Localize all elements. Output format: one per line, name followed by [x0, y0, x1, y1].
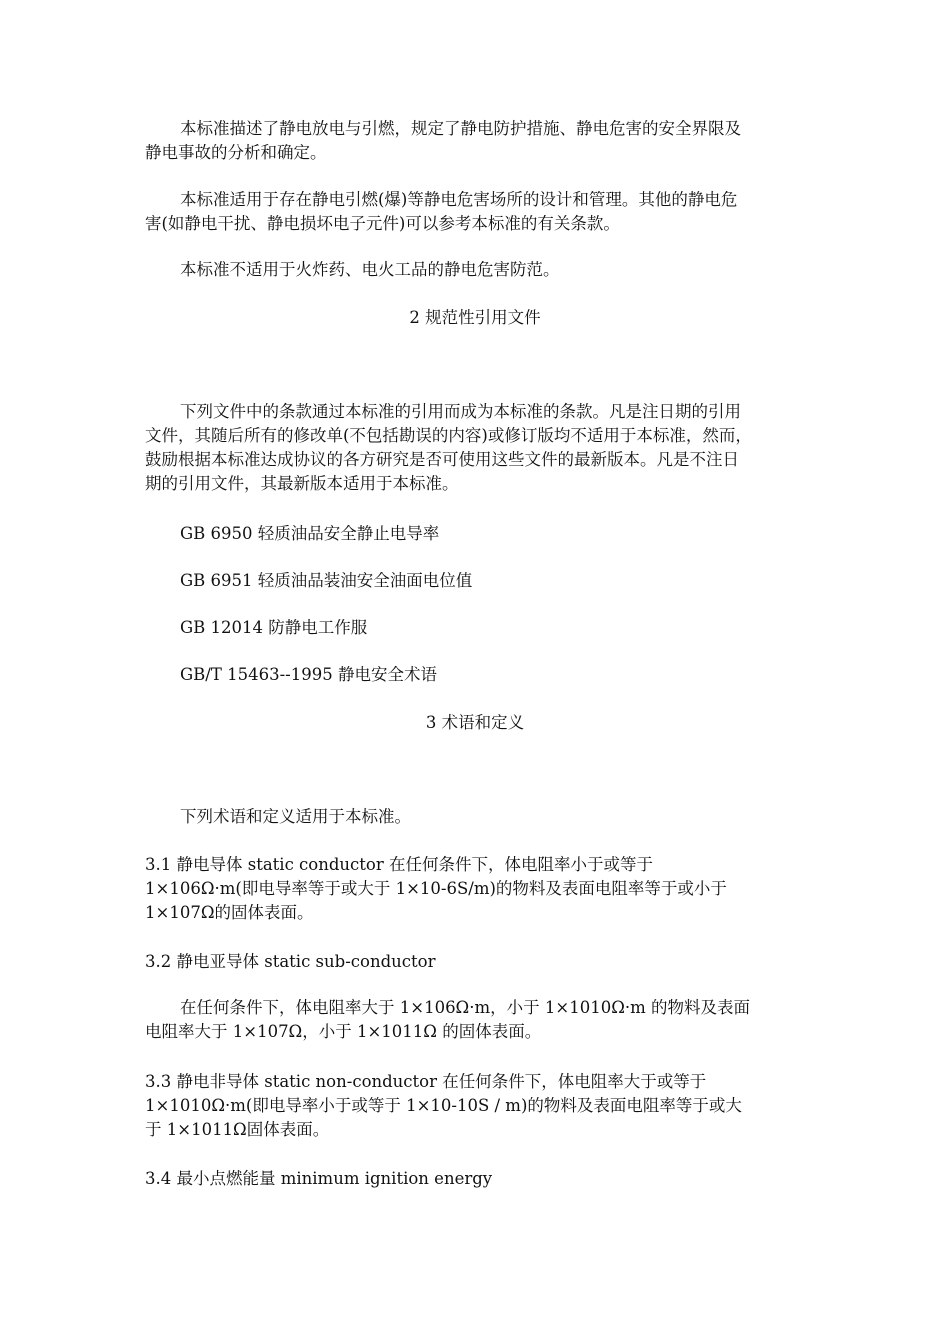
- normative-paragraph-line-4: 期的引用文件，其最新版本适用于本标准。: [145, 474, 459, 493]
- section-heading-3: 3 术语和定义: [425, 713, 525, 732]
- definition-3-3-line-2: 1×1010Ω·m(即电导率小于或等于 1×10-10S / m)的物料及表面电阻率等于或大: [145, 1096, 742, 1115]
- terms-intro: 下列术语和定义适用于本标准。: [180, 807, 411, 826]
- scope-paragraph-1-line-2: 静电事故的分析和确定。: [145, 143, 327, 162]
- section-heading-2: 2 规范性引用文件: [409, 308, 541, 327]
- definition-3-3-line-1: 3.3 静电非导体 static non-conductor 在任何条件下，体电阻率大于或等于: [145, 1072, 707, 1091]
- scope-paragraph-2-line-1: 本标准适用于存在静电引燃(爆)等静电危害场所的设计和管理。其他的静电危: [180, 190, 738, 209]
- definition-3-1-line-1: 3.1 静电导体 static conductor 在任何条件下，体电阻率小于或等于: [145, 855, 653, 874]
- definition-3-1-line-3: 1×107Ω的固体表面。: [145, 903, 314, 922]
- normative-paragraph-line-3: 鼓励根据本标准达成协议的各方研究是否可使用这些文件的最新版本。凡是不注日: [145, 450, 739, 469]
- definition-3-3-line-3: 于 1×1011Ω固体表面。: [145, 1120, 330, 1139]
- scope-paragraph-3: 本标准不适用于火炸药、电火工品的静电危害防范。: [180, 260, 560, 279]
- normative-paragraph-line-2: 文件，其随后所有的修改单(不包括勘误的内容)或修订版均不适用于本标准，然而，: [145, 426, 752, 445]
- definition-3-4-title: 3.4 最小点燃能量 minimum ignition energy: [145, 1169, 493, 1188]
- reference-item: GB 12014 防静电工作服: [180, 618, 368, 637]
- reference-item: GB/T 15463--1995 静电安全术语: [180, 665, 437, 684]
- scope-paragraph-2-line-2: 害(如静电干扰、静电损坏电子元件)可以参考本标准的有关条款。: [145, 214, 620, 233]
- reference-item: GB 6951 轻质油品装油安全油面电位值: [180, 571, 473, 590]
- normative-paragraph-line-1: 下列文件中的条款通过本标准的引用而成为本标准的条款。凡是注日期的引用: [180, 402, 741, 421]
- definition-3-2-title: 3.2 静电亚导体 static sub-conductor: [145, 952, 436, 971]
- definition-3-2-line-1: 在任何条件下，体电阻率大于 1×106Ω·m，小于 1×1010Ω·m 的物料及表面: [180, 998, 751, 1017]
- definition-3-1-line-2: 1×106Ω·m(即电导率等于或大于 1×10-6S/m)的物料及表面电阻率等于或小于: [145, 879, 727, 898]
- reference-item: GB 6950 轻质油品安全静止电导率: [180, 524, 440, 543]
- definition-3-2-line-2: 电阻率大于 1×107Ω，小于 1×1011Ω 的固体表面。: [145, 1022, 542, 1041]
- scope-paragraph-1-line-1: 本标准描述了静电放电与引燃，规定了静电防护措施、静电危害的安全界限及: [180, 119, 741, 138]
